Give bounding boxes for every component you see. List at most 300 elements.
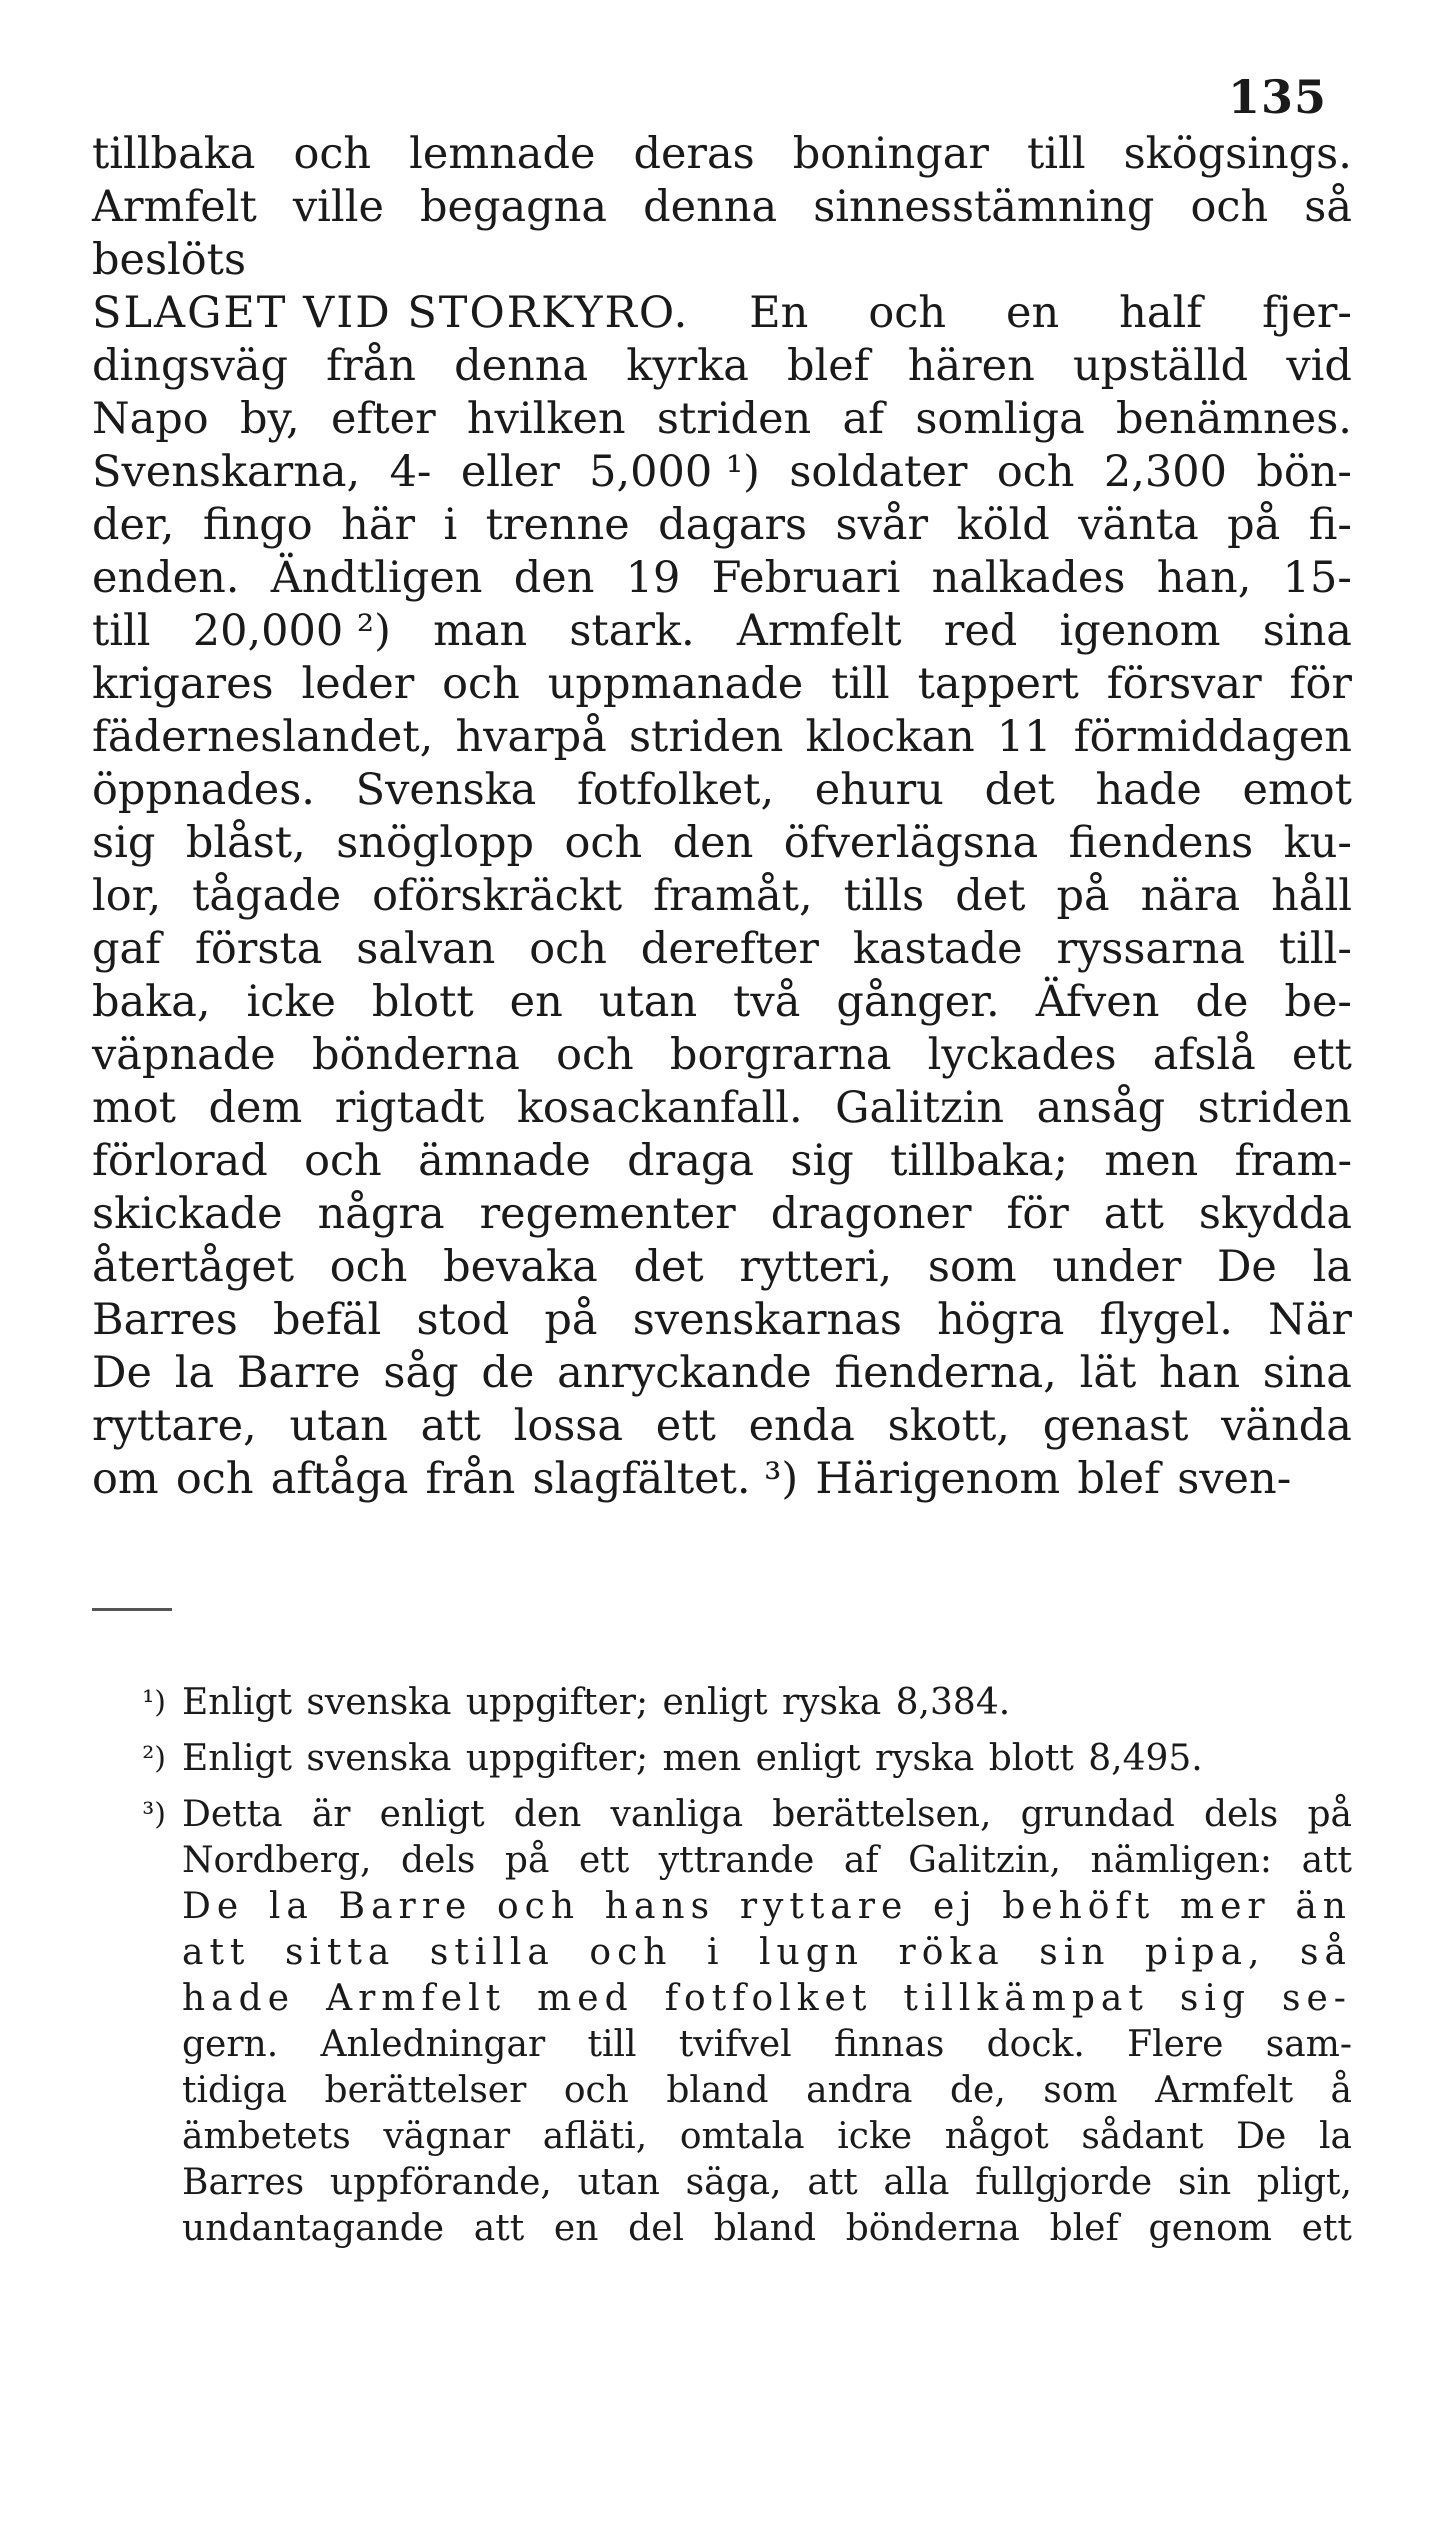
word: Armfelt (1155, 2070, 1294, 2111)
footnote-line (182, 1976, 1352, 2022)
word: De (92, 1348, 152, 1398)
word: kosackanfall. (516, 1083, 803, 1133)
word: SLAGET VID STORKYRO. (92, 288, 690, 338)
text-line (92, 1029, 1352, 1082)
footnote-body (182, 1736, 1352, 1782)
text-line (92, 287, 1352, 340)
word: fingo (202, 500, 313, 550)
word: de (481, 1348, 535, 1398)
word: sig (790, 1136, 854, 1186)
text-line (92, 1241, 1352, 1294)
word: fullgjorde (975, 2162, 1153, 2203)
word: 19 (625, 553, 681, 603)
word: håll (1271, 871, 1352, 921)
word: del (628, 2208, 685, 2249)
word: slagfältet. ³) (532, 1454, 799, 1504)
word: hans (604, 1886, 716, 1927)
word: högra (937, 1295, 1065, 1345)
word: 20,000 ²) (192, 606, 391, 656)
word: man (433, 606, 528, 656)
word: dem (208, 1083, 303, 1133)
word: soldater (789, 447, 968, 497)
text-line (92, 1453, 1352, 1506)
word: från (425, 1454, 516, 1504)
word: ansåg (1036, 1083, 1166, 1133)
word: tågade (192, 871, 342, 921)
word: striden (628, 712, 784, 762)
word: på (1056, 871, 1110, 921)
word: fäderneslandet, (92, 712, 434, 762)
word: som (927, 1242, 1017, 1292)
word: beslöts (92, 235, 247, 285)
word: och (563, 2070, 629, 2111)
word: sig (92, 818, 156, 868)
word: på (504, 1840, 550, 1881)
word: flygel. (1099, 1295, 1233, 1345)
word: baka, (92, 977, 211, 1027)
word: red (943, 606, 1018, 656)
word: sina (1262, 1348, 1352, 1398)
text-line (92, 340, 1352, 393)
word: svenskarnas (632, 1295, 902, 1345)
word: är (311, 1794, 351, 1835)
word: ej (933, 1886, 978, 1927)
text-line (92, 711, 1352, 764)
body-text (92, 128, 1352, 1506)
word: så (1304, 182, 1352, 232)
word: kyrka (626, 341, 749, 391)
word: men (662, 1738, 742, 1779)
word: borgrarna (669, 1030, 892, 1080)
word: En (749, 288, 809, 338)
word: och (589, 1932, 673, 1973)
word: sin (1177, 2162, 1232, 2203)
word: för (1289, 659, 1352, 709)
word: mer (1179, 1886, 1271, 1927)
word: Enligt (182, 1738, 293, 1779)
word: hvarpå (455, 712, 607, 762)
word: igenom (1059, 606, 1221, 656)
text-line (92, 923, 1352, 976)
word: denna (643, 182, 778, 232)
word: anryckande (557, 1348, 812, 1398)
word: lossa (513, 1401, 623, 1451)
footnote (92, 1736, 1352, 1782)
footnote-body (182, 1792, 1352, 2252)
word: Galitzin (835, 1083, 1005, 1133)
word: tillkämpat (903, 1978, 1149, 2019)
word: till (92, 606, 151, 656)
word: Enligt (182, 1682, 293, 1723)
word: derefter (640, 924, 819, 974)
word: till (587, 2024, 637, 2065)
word: genom (1148, 2208, 1272, 2249)
word: men (1104, 1136, 1199, 1186)
word: hade (1095, 765, 1202, 815)
word: ämnade (418, 1136, 591, 1186)
word: att (807, 2162, 858, 2203)
word: och (497, 1886, 581, 1927)
word: omtala (679, 2116, 805, 2157)
text-line (92, 1188, 1352, 1241)
word: enden. (92, 553, 240, 603)
word: klockan (805, 712, 975, 762)
word: tillbaka; (890, 1136, 1068, 1186)
text-line (92, 605, 1352, 658)
word: enligt (379, 1794, 485, 1835)
word: yttrande (658, 1840, 815, 1881)
word: skott, (887, 1401, 1010, 1451)
word: nämligen: (1090, 1840, 1273, 1881)
footnote-line (182, 2114, 1352, 2160)
word: hade (182, 1978, 295, 2019)
word: la (268, 1886, 314, 1927)
word: och (556, 1030, 634, 1080)
word: att (1301, 1840, 1352, 1881)
word: de (1195, 977, 1249, 1027)
word: Galitzin, (908, 1840, 1061, 1881)
word: dagars (658, 500, 808, 550)
footnote-line (182, 2022, 1352, 2068)
word: Armfelt (326, 1978, 507, 2019)
word: återtåget (92, 1242, 295, 1292)
word: och (564, 818, 643, 868)
word: i (706, 1932, 725, 1973)
word: 4- (389, 447, 432, 497)
word: rigtadt (334, 1083, 485, 1133)
word: en (509, 977, 563, 1027)
word: afläti, (542, 2116, 648, 2157)
text-line (92, 817, 1352, 870)
text-line (92, 446, 1352, 499)
word: 8,495. (1088, 1738, 1203, 1779)
word: leder (301, 659, 415, 709)
word: la (1312, 1242, 1352, 1292)
word: denna (454, 341, 589, 391)
word: kastade (852, 924, 1023, 974)
word: icke (246, 977, 336, 1027)
word: till (1027, 129, 1086, 179)
footnote-line (182, 1792, 1352, 1838)
word: hären (907, 341, 1035, 391)
word: De (1236, 2116, 1287, 2157)
footnote (92, 1680, 1352, 1726)
word: Armfelt (92, 182, 257, 232)
word: behöft (1002, 1886, 1156, 1927)
word: sinnesstämning (813, 182, 1155, 232)
word: några (317, 1189, 445, 1239)
word: gaf (92, 924, 162, 974)
word: vanliga (610, 1794, 744, 1835)
word: röka (898, 1932, 1005, 1973)
word: oförskräckt (372, 871, 623, 921)
word: by, (239, 394, 300, 444)
footnotes (92, 1680, 1352, 2262)
text-line (92, 976, 1352, 1029)
word: skydda (1198, 1189, 1352, 1239)
word: en (553, 2208, 599, 2249)
word: 5,000 ¹) (589, 447, 760, 497)
word: undantagande (182, 2208, 445, 2249)
word: köld (956, 500, 1050, 550)
word: uppförande, (329, 2162, 552, 2203)
word: uppgifter; (465, 1738, 649, 1779)
word: bön- (1256, 447, 1352, 497)
footnote-line (182, 1680, 1352, 1726)
word: se- (1282, 1978, 1352, 2019)
word: det (984, 765, 1055, 815)
word: deras (633, 129, 755, 179)
word: till- (1278, 924, 1352, 974)
word: något (944, 2116, 1049, 2157)
word: af (842, 394, 885, 444)
word: så (1300, 1932, 1352, 1973)
word: den (513, 1794, 582, 1835)
word: med (537, 1978, 634, 2019)
text-line (92, 499, 1352, 552)
word: dels (1203, 1794, 1279, 1835)
footnote-mark: ¹) (142, 1685, 166, 1720)
word: förmiddagen (1073, 712, 1352, 762)
word: och (304, 1136, 382, 1186)
word: och (329, 1242, 408, 1292)
word: och (1190, 182, 1269, 232)
word: och (293, 129, 372, 179)
word: utan (289, 1401, 388, 1451)
word: att (1103, 1189, 1164, 1239)
word: alla (883, 2162, 950, 2203)
word: sven- (1177, 1454, 1292, 1504)
word: på (1227, 500, 1281, 550)
word: om (92, 1454, 159, 1504)
word: sam- (1265, 2024, 1352, 2065)
word: la (1319, 2116, 1352, 2157)
word: De (182, 1886, 245, 1927)
word: Nordberg, (182, 1840, 372, 1881)
word: blott (988, 1738, 1074, 1779)
word: blåst, (185, 818, 306, 868)
word: Äfven (1035, 977, 1160, 1027)
word: Barres (182, 2162, 305, 2203)
word: bland (666, 2070, 769, 2111)
word: ryttare (739, 1886, 909, 1927)
word: lor, (92, 871, 162, 921)
word: blef (787, 341, 870, 391)
word: här (341, 500, 416, 550)
footnote-body (182, 1680, 1352, 1726)
word: en (1006, 288, 1060, 338)
word: Barre (236, 1348, 361, 1398)
word: Ändtligen (270, 553, 483, 603)
word: Anledningar (320, 2024, 546, 2065)
word: lyckades (927, 1030, 1117, 1080)
word: boningar (792, 129, 989, 179)
word: dingsväg (92, 341, 289, 391)
word: lugn (759, 1932, 864, 1973)
word: eller (460, 447, 560, 497)
word: stilla (429, 1932, 555, 1973)
word: fjer- (1262, 288, 1352, 338)
word: å (1330, 2070, 1352, 2111)
word: striden (656, 394, 812, 444)
footnote-mark: ²) (142, 1741, 166, 1776)
footnote-line (182, 1930, 1352, 1976)
word: enda (748, 1401, 855, 1451)
word: dragoner (770, 1189, 972, 1239)
word: uppgifter; (465, 1682, 649, 1723)
text-line (92, 393, 1352, 446)
word: gern. (182, 2024, 279, 2065)
word: svår (835, 500, 929, 550)
word: förlorad (92, 1136, 268, 1186)
word: snöglopp (336, 818, 535, 868)
word: Svenskarna, (92, 447, 361, 497)
word: att (473, 2208, 525, 2249)
word: half (1119, 288, 1203, 338)
text-line (92, 1400, 1352, 1453)
word: i (443, 500, 458, 550)
word: sådant (1081, 2116, 1204, 2157)
word: vänta (1078, 500, 1199, 550)
word: nära (1140, 871, 1241, 921)
word: bevaka (443, 1242, 598, 1292)
word: blef (1077, 1454, 1160, 1504)
word: blott (371, 977, 474, 1027)
word: att (420, 1401, 481, 1451)
word: sitta (284, 1932, 396, 1973)
word: Napo (92, 394, 209, 444)
word: på (544, 1295, 598, 1345)
word: ehuru (814, 765, 944, 815)
word: tvifvel (678, 2024, 792, 2065)
word: utan (577, 2162, 660, 2203)
word: fotfolket, (577, 765, 775, 815)
word: tappert (917, 659, 1079, 709)
word: ville (292, 182, 384, 232)
word: finnas (833, 2024, 945, 2065)
word: ku- (1283, 818, 1352, 868)
word: dock. (986, 2024, 1085, 2065)
text-line (92, 552, 1352, 605)
word: De (1216, 1242, 1277, 1292)
text-line (92, 181, 1352, 234)
word: fienderna, (834, 1348, 1057, 1398)
word: sig (1179, 1978, 1251, 2019)
word: dels (401, 1840, 476, 1881)
word: bland (713, 2208, 817, 2249)
word: svenska (306, 1682, 452, 1723)
word: icke (837, 2116, 913, 2157)
word: svenska (306, 1738, 452, 1779)
word: Februari (711, 553, 901, 603)
word: af (843, 1840, 879, 1881)
word: afslå (1152, 1030, 1256, 1080)
word: enligt (755, 1738, 861, 1779)
word: ryska (874, 1738, 975, 1779)
word: fiendens (1068, 818, 1254, 868)
word: 11 (996, 712, 1052, 762)
word: Barres (92, 1295, 238, 1345)
word: öfverlägsna (783, 818, 1039, 868)
word: benämnes. (1115, 394, 1352, 444)
text-line (92, 764, 1352, 817)
text-line (92, 1347, 1352, 1400)
word: upställd (1072, 341, 1249, 391)
word: Härigenom (815, 1454, 1061, 1504)
footnote-line (182, 1736, 1352, 1782)
word: Detta (182, 1794, 283, 1835)
word: för (1006, 1189, 1069, 1239)
word: fotfolket (664, 1978, 873, 2019)
word: och (996, 447, 1075, 497)
word: utan (598, 977, 698, 1027)
word: grundad (1020, 1794, 1175, 1835)
word: tills (843, 871, 925, 921)
word: la (174, 1348, 215, 1398)
word: såg (383, 1348, 459, 1398)
word: det (633, 1242, 704, 1292)
word: lemnade (409, 129, 596, 179)
word: begagna (420, 182, 607, 232)
word: pligt, (1256, 2162, 1352, 2203)
word: ryttare, (92, 1401, 257, 1451)
word: enligt (662, 1682, 768, 1723)
text-line (92, 1294, 1352, 1347)
word: lät (1079, 1348, 1137, 1398)
word: från (326, 341, 416, 391)
word: vända (1221, 1401, 1352, 1451)
word: som (1043, 2070, 1118, 2111)
word: och (175, 1454, 254, 1504)
word: krigares (92, 659, 274, 709)
word: Flere (1127, 2024, 1224, 2065)
word: ämbetets (182, 2116, 351, 2157)
footnote-mark: ³) (142, 1797, 166, 1832)
word: berättelsen, (772, 1794, 992, 1835)
word: regementer (479, 1189, 736, 1239)
word: blef (1049, 2208, 1119, 2249)
word: 8,384. (895, 1682, 1011, 1723)
word: sina (1262, 606, 1352, 656)
word: ett (1291, 1030, 1352, 1080)
word: mot (92, 1083, 176, 1133)
word: somliga (915, 394, 1085, 444)
word: emot (1242, 765, 1352, 815)
word: 15- (1282, 553, 1352, 603)
word: försvar (1106, 659, 1262, 709)
word: uppmanade (547, 659, 804, 709)
word: väpnade (92, 1030, 276, 1080)
word: befäl (273, 1295, 382, 1345)
word: första (194, 924, 323, 974)
text-line (92, 658, 1352, 711)
footnote-line (182, 2160, 1352, 2206)
word: sin (1039, 1932, 1111, 1973)
text-line (92, 1135, 1352, 1188)
footnote-line (182, 1884, 1352, 1930)
word: hvilken (466, 394, 626, 444)
word: bönderna (845, 2208, 1020, 2249)
word: När (1268, 1295, 1352, 1345)
word: Svenska (355, 765, 537, 815)
text-line (92, 870, 1352, 923)
word: till (831, 659, 890, 709)
word: skögsings. (1123, 129, 1352, 179)
word: ett (1301, 2208, 1352, 2249)
word: ett (578, 1840, 630, 1881)
word: be- (1284, 977, 1352, 1027)
word: skickade (92, 1189, 283, 1239)
